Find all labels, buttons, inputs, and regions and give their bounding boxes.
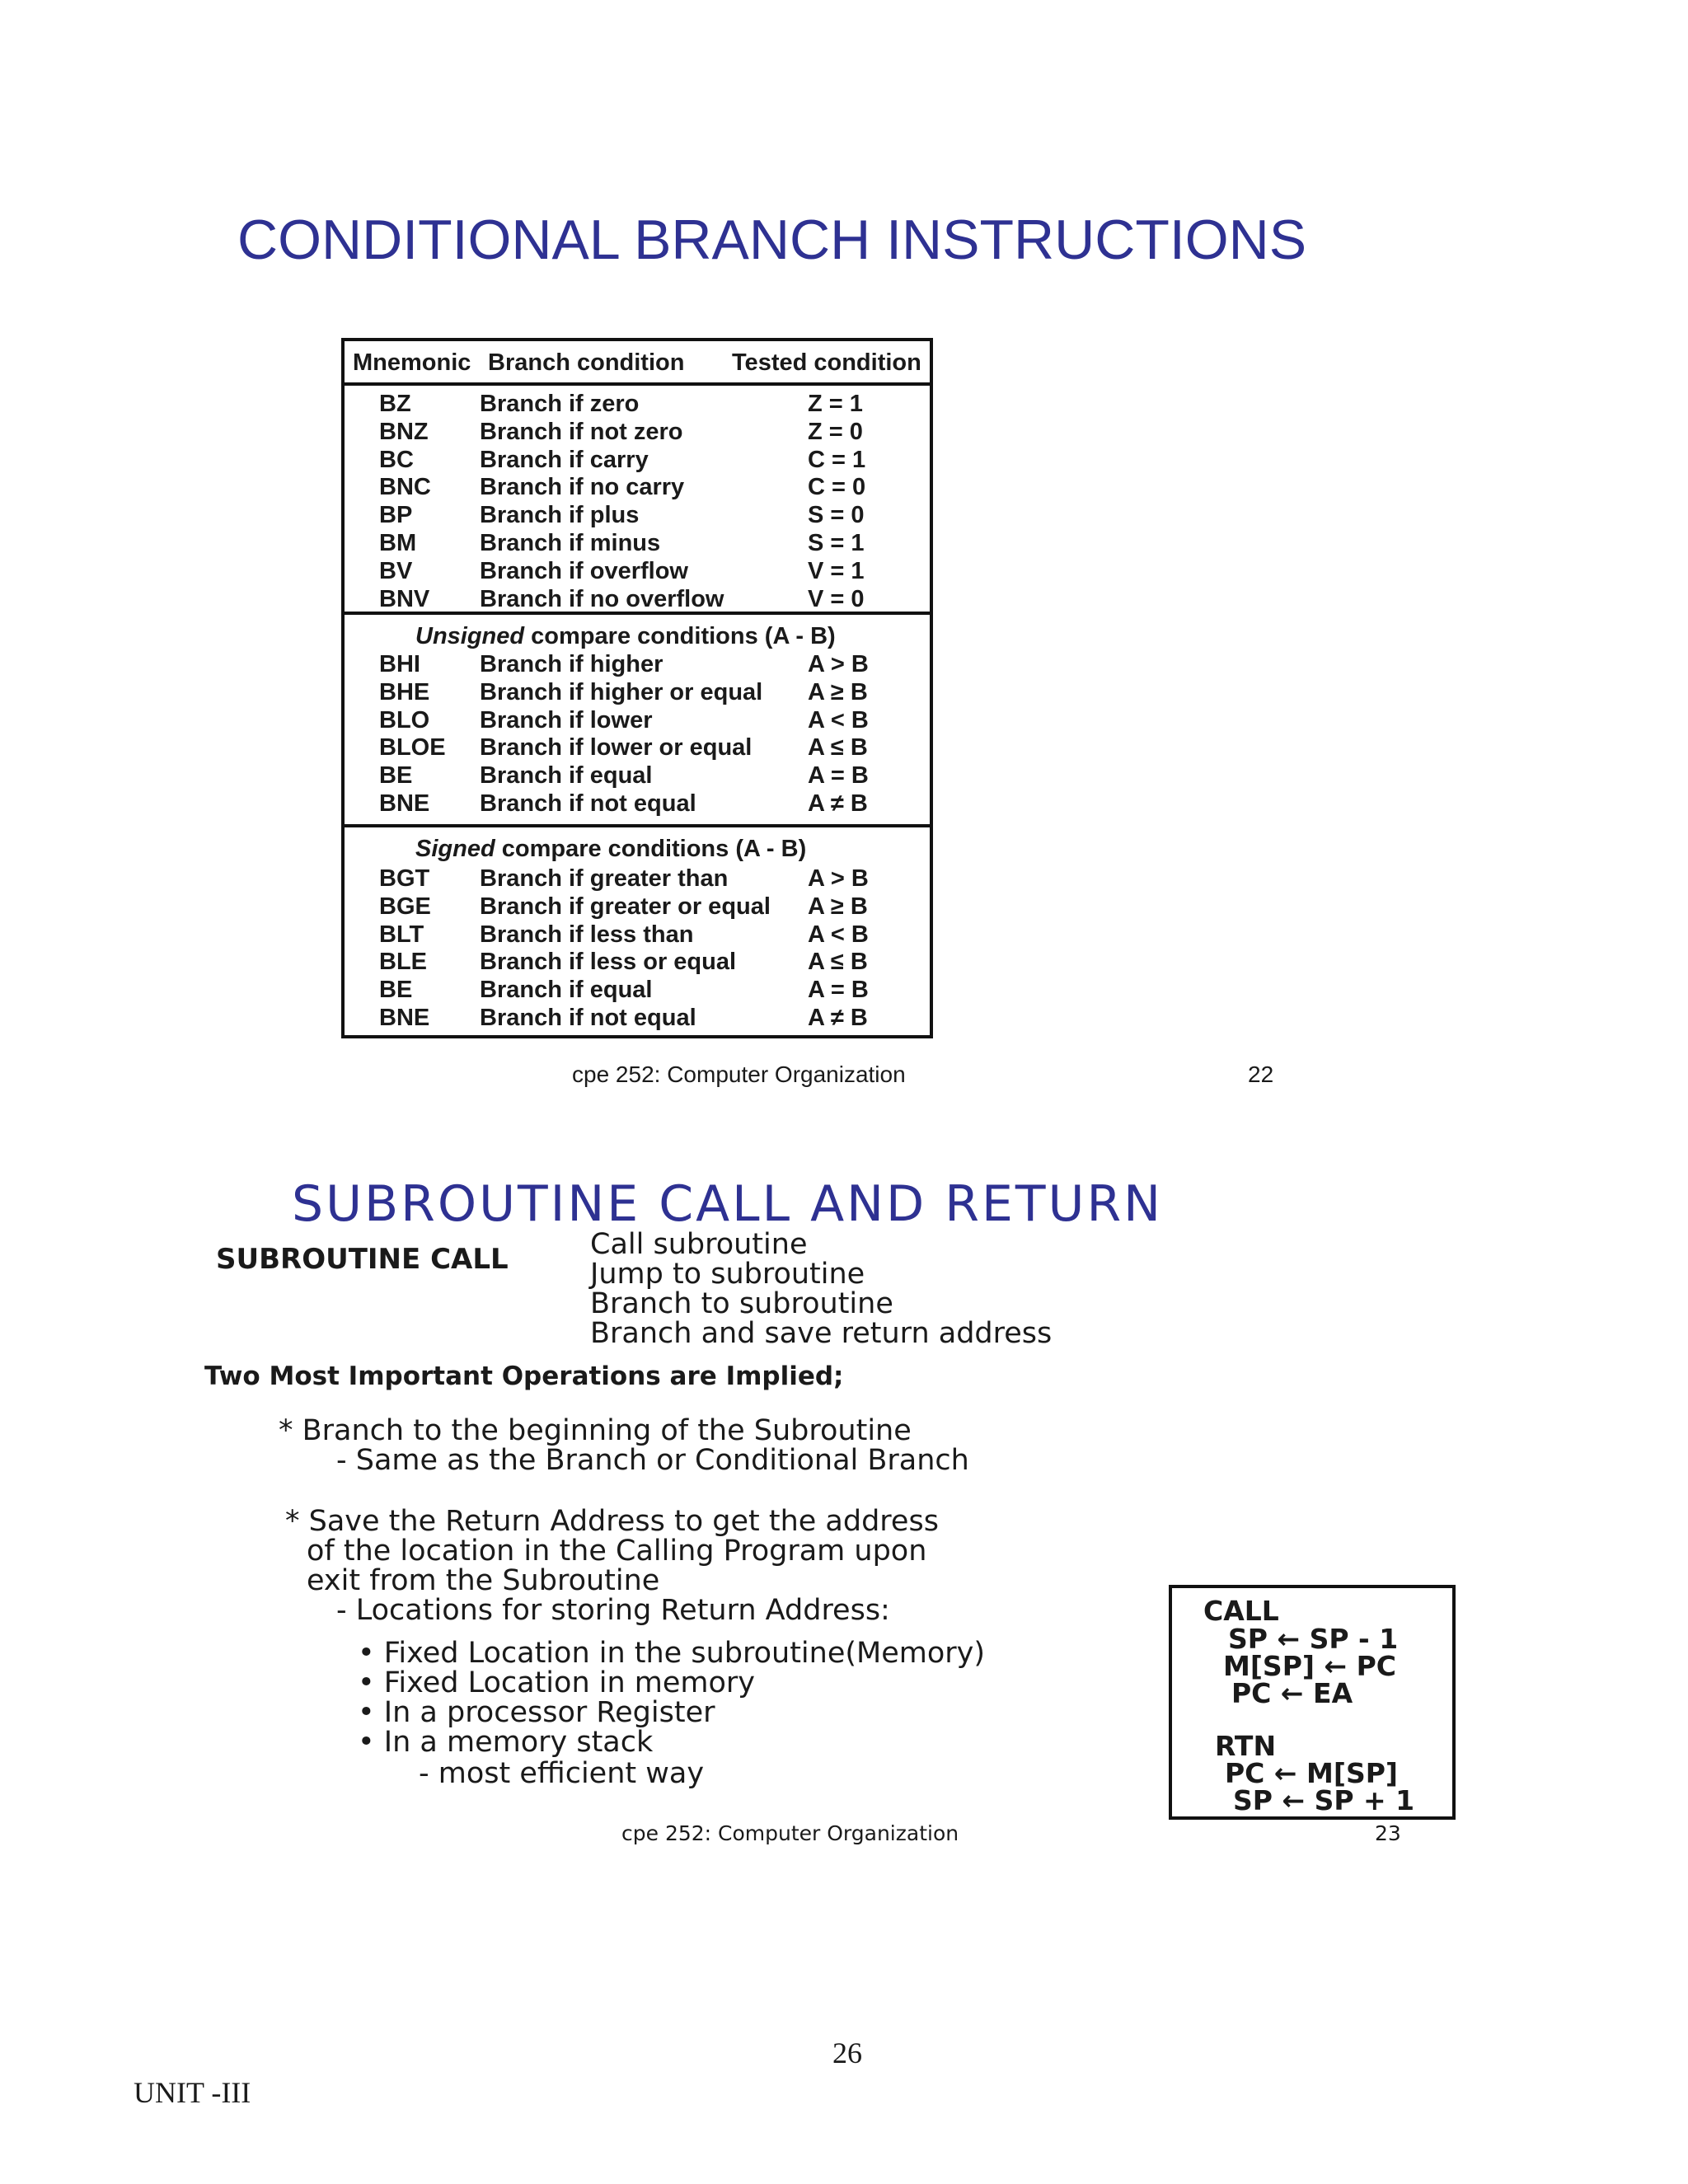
- tested-condition-cell: A ≤ B: [808, 949, 868, 976]
- mnemonic-cell: BNE: [379, 790, 430, 817]
- list-item: • In a memory stack: [358, 1726, 654, 1759]
- tested-condition-cell: S = 1: [808, 530, 865, 556]
- branch-condition-cell: Branch if lower or equal: [480, 734, 753, 762]
- tested-condition-cell: A > B: [808, 865, 869, 892]
- table-row: [345, 391, 930, 419]
- header-mnemonic: Mnemonic: [353, 349, 471, 376]
- table-row: [345, 679, 930, 707]
- branch-condition-cell: Branch if equal: [480, 762, 653, 790]
- locations-list: [358, 1638, 985, 1757]
- call-op: M[SP] ← PC: [1223, 1650, 1396, 1682]
- table-row: [345, 734, 930, 762]
- call-op: SP ← SP - 1: [1228, 1623, 1399, 1655]
- branch-condition-cell: Branch if not equal: [480, 790, 696, 817]
- tested-condition-cell: C = 0: [808, 474, 866, 501]
- table-row: [345, 707, 930, 735]
- unsigned-section-label: Unsigned compare conditions (A - B): [415, 623, 836, 649]
- table-row: [345, 502, 930, 530]
- two-ops-heading: Two Most Important Operations are Implied;: [204, 1361, 844, 1391]
- tested-condition-cell: C = 1: [808, 446, 866, 473]
- table-header: [345, 341, 930, 386]
- slide1-footer-page: 22: [1248, 1062, 1274, 1087]
- branch-condition-cell: Branch if greater than: [480, 865, 729, 892]
- branch-condition-cell: Branch if not equal: [480, 1005, 696, 1031]
- signed-section-label: Signed compare conditions (A - B): [415, 836, 807, 862]
- tested-condition-cell: A ≤ B: [808, 734, 868, 762]
- most-efficient: - most efficient way: [419, 1757, 705, 1790]
- rtn-op: SP ← SP + 1: [1233, 1784, 1415, 1816]
- branch-condition-cell: Branch if carry: [480, 446, 649, 473]
- branch-condition-cell: Branch if overflow: [480, 557, 688, 584]
- table-row: [345, 558, 930, 586]
- table-row: [345, 921, 930, 949]
- branch-condition-cell: Branch if minus: [480, 530, 661, 556]
- op1-sub: - Same as the Branch or Conditional Branch: [336, 1444, 969, 1477]
- branch-condition-cell: Branch if no carry: [480, 474, 685, 501]
- mnemonic-cell: BLO: [379, 706, 430, 733]
- list-item: Jump to subroutine: [590, 1258, 865, 1291]
- mnemonic-cell: BGE: [379, 893, 431, 920]
- page-number: 26: [832, 2036, 862, 2069]
- table-row: [345, 949, 930, 977]
- rtn-label: RTN: [1215, 1730, 1277, 1762]
- mnemonic-cell: BM: [379, 530, 417, 556]
- op1: * Branch to the beginning of the Subroutine: [279, 1414, 912, 1447]
- table-row: [345, 865, 930, 893]
- branch-condition-cell: Branch if plus: [480, 502, 640, 529]
- divider: [345, 824, 930, 827]
- mnemonic-cell: BZ: [379, 391, 411, 417]
- branch-condition-cell: Branch if no overflow: [480, 585, 724, 612]
- list-item: Call subroutine: [590, 1228, 808, 1261]
- table-row: [345, 762, 930, 790]
- list-item: Branch and save return address: [590, 1317, 1053, 1350]
- slide2-footer-course: cpe 252: Computer Organization: [621, 1821, 959, 1845]
- op2-sub: - Locations for storing Return Address:: [336, 1594, 890, 1627]
- rtn-op: PC ← M[SP]: [1225, 1757, 1398, 1789]
- branch-condition-cell: Branch if higher or equal: [480, 678, 763, 705]
- branch-condition-cell: Branch if equal: [480, 977, 653, 1004]
- mnemonic-cell: BLOE: [379, 734, 446, 762]
- table-row: [345, 893, 930, 921]
- tested-condition-cell: A < B: [808, 921, 869, 948]
- mnemonic-cell: BE: [379, 977, 413, 1004]
- tested-condition-cell: A > B: [808, 651, 869, 677]
- slide2-footer-page: 23: [1375, 1821, 1401, 1845]
- tested-condition-cell: A = B: [808, 977, 869, 1004]
- table-row: [345, 419, 930, 447]
- mnemonic-cell: BC: [379, 446, 414, 473]
- unit-label: UNIT -III: [134, 2076, 251, 2109]
- mnemonic-cell: BNE: [379, 1005, 430, 1031]
- table-row: [345, 586, 930, 614]
- table-row: [345, 977, 930, 1005]
- branch-condition-cell: Branch if less than: [480, 921, 694, 948]
- branch-condition-cell: Branch if zero: [480, 391, 640, 417]
- branch-condition-cell: Branch if greater or equal: [480, 893, 771, 920]
- list-item: • Fixed Location in memory: [358, 1666, 756, 1699]
- tested-condition-cell: A = B: [808, 762, 869, 790]
- branch-condition-cell: Branch if higher: [480, 651, 663, 677]
- mnemonic-cell: BHE: [379, 678, 430, 705]
- header-tested-condition: Tested condition: [732, 349, 921, 376]
- slide2-title: SUBROUTINE CALL AND RETURN: [292, 1175, 1164, 1233]
- table-row: [345, 474, 930, 502]
- tested-condition-cell: A ≥ B: [808, 893, 868, 920]
- mnemonic-cell: BNC: [379, 474, 431, 501]
- table-row: [345, 651, 930, 679]
- list-item: • In a processor Register: [358, 1696, 715, 1729]
- tested-condition-cell: V = 0: [808, 585, 865, 612]
- call-op: PC ← EA: [1231, 1677, 1353, 1709]
- branch-condition-cell: Branch if not zero: [480, 418, 683, 445]
- op2-line: exit from the Subroutine: [307, 1564, 660, 1597]
- table-row: [345, 1005, 930, 1033]
- branch-condition-cell: Branch if lower: [480, 706, 653, 733]
- mnemonic-cell: BHI: [379, 651, 420, 677]
- mnemonic-cell: BE: [379, 762, 413, 790]
- mnemonic-cell: BV: [379, 557, 413, 584]
- branch-table: [341, 338, 933, 1038]
- tested-condition-cell: A ≥ B: [808, 678, 868, 705]
- tested-condition-cell: V = 1: [808, 557, 865, 584]
- list-item: Branch to subroutine: [590, 1287, 893, 1320]
- call-label: CALL: [1203, 1595, 1279, 1627]
- tested-condition-cell: Z = 0: [808, 418, 863, 445]
- slide1-footer-course: cpe 252: Computer Organization: [572, 1062, 906, 1087]
- mnemonic-cell: BP: [379, 502, 413, 529]
- tested-condition-cell: A ≠ B: [808, 1005, 868, 1031]
- op2-line: * Save the Return Address to get the address: [285, 1505, 939, 1538]
- branch-condition-cell: Branch if less or equal: [480, 949, 737, 976]
- call-names-list: [590, 1230, 1052, 1348]
- subroutine-call-label: SUBROUTINE CALL: [216, 1243, 509, 1276]
- call-rtn-box: [1169, 1585, 1456, 1820]
- table-row: [345, 790, 930, 818]
- mnemonic-cell: BLE: [379, 949, 427, 976]
- mnemonic-cell: BLT: [379, 921, 424, 948]
- divider: [345, 612, 930, 615]
- tested-condition-cell: A ≠ B: [808, 790, 868, 817]
- table-row: [345, 447, 930, 475]
- mnemonic-cell: BGT: [379, 865, 430, 892]
- tested-condition-cell: Z = 1: [808, 391, 863, 417]
- tested-condition-cell: S = 0: [808, 502, 865, 529]
- op2-line: of the location in the Calling Program upon: [307, 1535, 927, 1568]
- header-branch-condition: Branch condition: [488, 349, 685, 376]
- mnemonic-cell: BNV: [379, 585, 430, 612]
- list-item: • Fixed Location in the subroutine(Memory): [358, 1637, 986, 1670]
- mnemonic-cell: BNZ: [379, 418, 429, 445]
- slide1-title: CONDITIONAL BRANCH INSTRUCTIONS: [237, 209, 1307, 271]
- tested-condition-cell: A < B: [808, 706, 869, 733]
- table-row: [345, 530, 930, 558]
